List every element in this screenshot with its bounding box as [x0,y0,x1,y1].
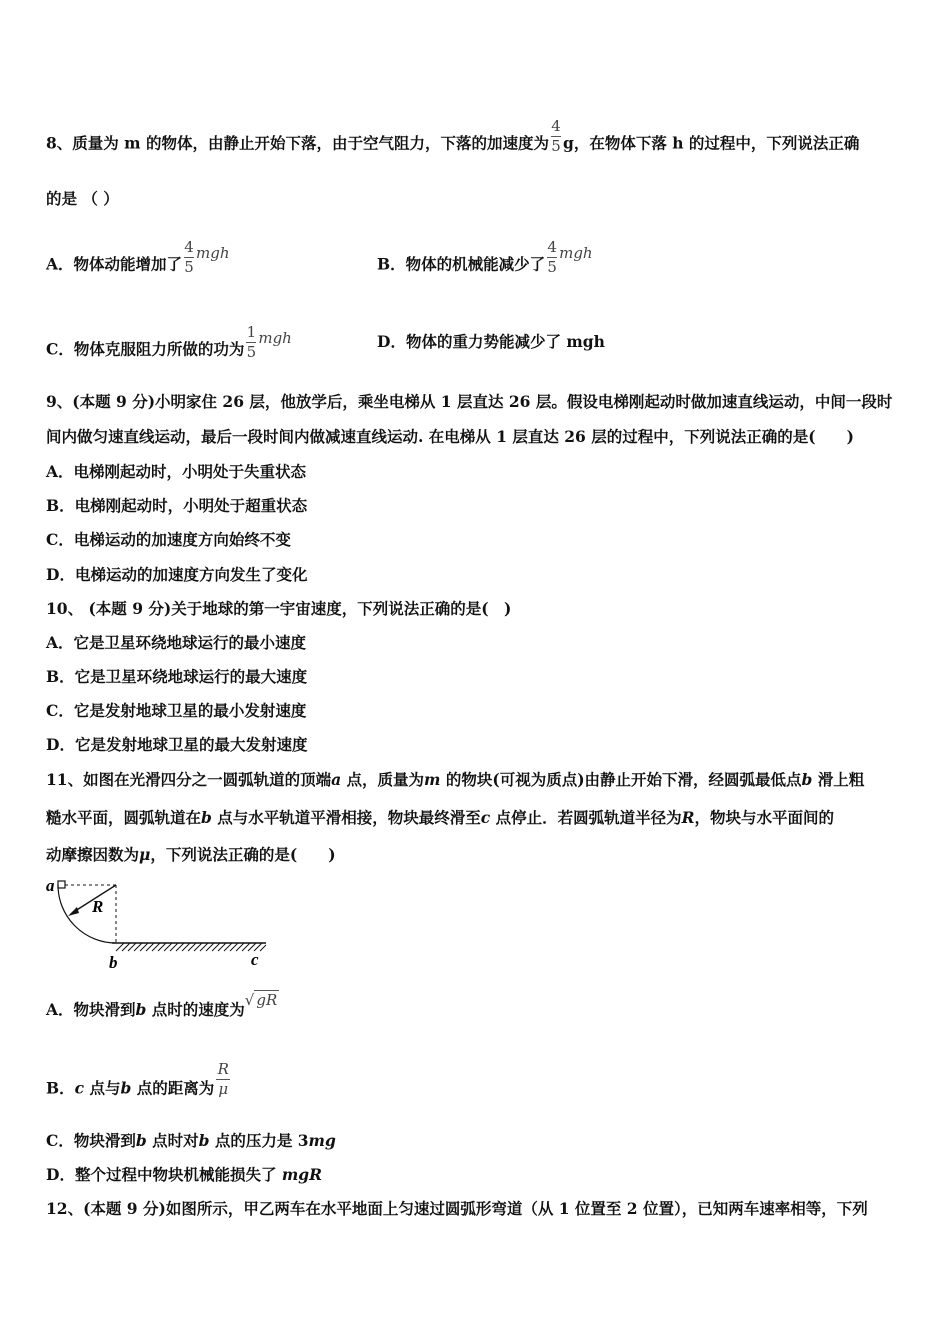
q8-stem-line1 [46,117,860,163]
text: 点与水平轨道平滑相接，物块最终滑至 [217,808,481,827]
q8-option-c[interactable] [46,323,292,369]
q8-stem-line2: 的是 （ ） [46,189,119,208]
text: 点停止．若圆弧轨道半径为 [495,808,682,827]
ground-hatch [116,943,266,951]
q11-option-b[interactable] [46,1060,232,1108]
fraction-numerator: 4 [551,117,561,135]
q8-accel-fraction [551,118,561,155]
radius-symbol: R [681,808,695,827]
point-c: c [74,1078,85,1098]
fraction-denominator: 5 [547,258,557,276]
fraction-numerator: 4 [547,238,557,256]
fraction [184,239,194,276]
point-c: c [480,808,491,827]
q9-option-b[interactable]: B．电梯刚起动时，小明处于超重状态 [46,496,308,515]
text: 点，质量为 [346,770,425,789]
q8-stem-pre: 8、质量为 m 的物体，由静止开始下落，由于空气阻力，下落的加速度为 [46,133,549,153]
math-expr: mgh [196,243,230,262]
option-label: A．物块滑到 [46,1000,136,1019]
q12-stem-line1: 12、(本题 9 分)如图所示，甲乙两车在水平地面上匀速过圆弧形弯道（从 1 位置至 2 位置），已知两车速率相等，下列 [46,1199,868,1218]
point-b: b [120,1078,132,1098]
q9-option-d[interactable]: D．电梯运动的加速度方向发生了变化 [46,565,308,584]
q9-option-c[interactable]: C．电梯运动的加速度方向始终不变 [46,530,291,549]
option-label: C．物体克服阻力所做的功为 [46,339,245,359]
label-b: b [109,953,118,972]
point-b: b [201,808,212,827]
fraction [547,239,557,276]
q11-stem-line3 [46,845,336,865]
q10-option-b[interactable]: B．它是卫星环绕地球运行的最大速度 [46,667,308,686]
point-a: a [331,770,342,789]
fraction [246,324,256,361]
label-c: c [251,950,259,969]
fraction-denominator: 5 [246,343,257,361]
point-b: b [135,1000,147,1019]
q8-option-a[interactable] [46,238,230,284]
option-label: A．物体动能增加了 [46,254,183,274]
q11-option-c[interactable] [46,1131,336,1151]
math-expr: mgh [559,243,593,262]
radicand: gR [256,991,278,1009]
q10-option-c[interactable]: C．它是发射地球卫星的最小发射速度 [46,701,307,720]
fraction-denominator: μ [218,1080,229,1098]
q9-option-a[interactable]: A．电梯刚起动时，小明处于失重状态 [46,462,307,481]
text: 的物块(可视为质点)由静止开始下滑，经圆弧最低点 [445,770,802,789]
q11-stem-line2 [46,808,834,828]
q11-figure [44,876,274,972]
mu-symbol: μ [139,845,151,864]
q8-stem-post: g，在物体下落 h 的过程中，下列说法正确 [562,133,860,153]
text: ，下列说法正确的是( ) [150,845,336,864]
option-label: B． [46,1078,75,1098]
math-expr: mgR [281,1165,322,1184]
text: 点的压力是 3 [214,1131,309,1150]
fraction-numerator: R [217,1060,229,1078]
q8-option-b[interactable] [377,238,593,284]
q10-option-d[interactable]: D．它是发射地球卫星的最大发射速度 [46,735,308,754]
arc-track [58,885,116,943]
q9-stem-line1: 9、(本题 9 分)小明家住 26 层，他放学后，乘坐电梯从 1 层直达 26 层。假设电梯刚起动时做加速直线运动，中间一段时 [46,392,893,411]
math-expr: mgh [258,328,292,347]
text: ，物块与水平面间的 [694,808,835,827]
q8-option-d[interactable]: D．物体的重力势能减少了 mgh [377,332,605,351]
option-label: D．整个过程中物块机械能损失了 [46,1165,277,1184]
option-label: B．物体的机械能减少了 [377,254,546,274]
text: 点的距离为 [136,1078,215,1098]
q10-option-a[interactable]: A．它是卫星环绕地球运行的最小速度 [46,633,307,652]
fraction-denominator: 5 [184,258,194,276]
option-label: C．物块滑到 [46,1131,136,1150]
fraction-numerator: 4 [184,238,194,256]
q11-option-d[interactable] [46,1165,322,1185]
label-R: R [92,897,104,916]
text: 滑上粗 [817,770,865,789]
point-b: b [801,770,813,789]
point-b: b [198,1131,210,1150]
point-b: b [135,1131,147,1150]
label-a: a [46,876,55,895]
fraction-numerator: 1 [246,323,257,341]
text: 11、如图在光滑四分之一圆弧轨道的顶端 [46,770,332,789]
text: 糙水平面，圆弧轨道在 [46,808,202,827]
text: 点时对 [152,1131,199,1150]
text: 动摩擦因数为 [46,845,140,864]
block-square [58,881,65,888]
q9-stem-line2: 间内做匀速直线运动，最后一段时间内做减速直线运动. 在电梯从 1 层直达 26 层的过程中，下列说法正确的是( ) [46,427,854,446]
q11-option-a[interactable] [46,991,279,1020]
arrow-head [68,907,79,916]
fraction-denominator: 5 [551,137,561,155]
math-expr: mg [308,1131,336,1150]
sqrt-expr: √ gR [244,991,278,1009]
q10-stem: 10、 (本题 9 分)关于地球的第一宇宙速度，下列说法正确的是( ) [46,599,512,618]
mass-symbol: m [424,770,441,789]
text: 点与 [89,1078,121,1098]
q11-stem-line1 [46,770,864,790]
fraction [216,1061,230,1098]
text: 点时的速度为 [151,1000,245,1019]
